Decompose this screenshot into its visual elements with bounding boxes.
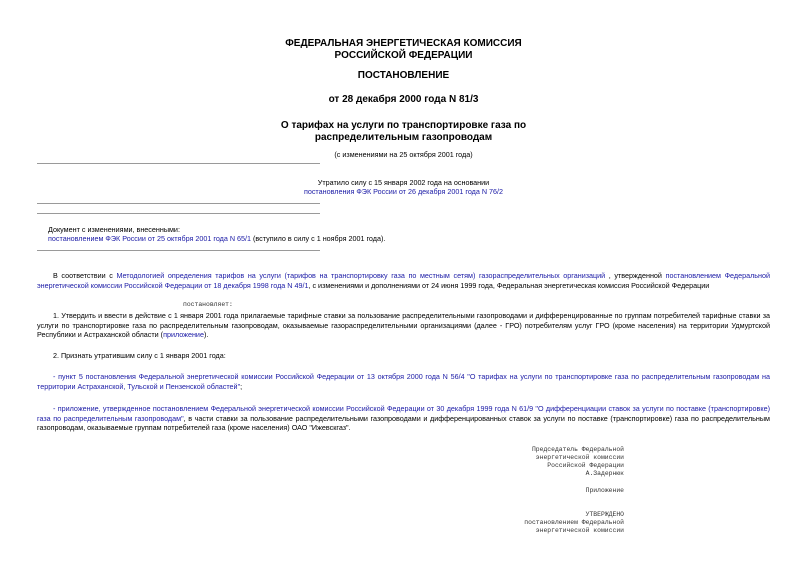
bullet-1-paragraph — [37, 372, 770, 391]
bullet-2-tail: , в части ставки за пользование распределительными газопроводами и дифференцированных ставок за услуги по поставке (транспортировке) газа по распределительным газопроводам, оказываемые группам потребителей газа (кроме населения) ОАО "Ижевскгаз". — [37, 413, 770, 432]
changes-line1: Документ с изменениями, внесенными: — [48, 225, 180, 234]
approved-line: постановлением Федеральной — [524, 519, 624, 526]
bullet-1-tail: ; — [240, 381, 243, 391]
item-1-tail: ). — [203, 330, 209, 339]
title-line2: распределительным газопроводам — [314, 132, 493, 143]
preamble-text: , с изменениями и дополнениями от 24 июня 1999 года, Федеральная энергетическая комиссия Российской Федерации — [308, 280, 710, 290]
org-name-line1: ФЕДЕРАЛЬНАЯ ЭНЕРГЕТИЧЕСКАЯ КОМИССИЯ — [285, 38, 522, 49]
item-2-paragraph: 2. Признать утратившим силу с 1 января 2001 года: — [53, 351, 226, 360]
doc-date: от 28 декабря 2000 года N 81/3 — [328, 94, 479, 105]
changes-link[interactable]: постановлением ФЭК России от 25 октября 2001 года N 65/1 — [48, 234, 252, 243]
resolution-56-4-link[interactable]: - пункт 5 постановления Федеральной энергетической комиссии Российской Федерации от 13 октября 2000 года N 56/4 "О тарифах на услуги по транспортировке газа по распределительным газопроводам на территории Астраханской, Тульской и Пензенской областей" — [37, 372, 770, 391]
amendments-note: (с изменениями на 25 октября 2001 года) — [334, 150, 473, 159]
validity-link[interactable]: постановления ФЭК России от 26 декабря 2001 года N 76/2 — [303, 187, 504, 196]
signature-signer: А.Задернюк — [585, 470, 624, 477]
signature-line: энергетической комиссии — [535, 454, 624, 461]
validity-block — [130, 178, 677, 196]
changes-block — [48, 225, 448, 243]
item-1-text: 1. Утвердить и ввести в действие с 1 января 2001 года прилагаемые тарифные ставки за пользование распределительными газопроводами и дифференцированные по группам потребителей тарифные ставки за услуги по транспортировке газа по распределительным газопроводам, оказываемые газораспределительными организациями (далее - ГРО) потребителям услуг ГРО (кроме населения) на территории Удмуртской Республики и Астраханской области ( — [37, 311, 770, 339]
doc-type: ПОСТАНОВЛЕНИЕ — [357, 70, 450, 81]
preamble-text: В соответствии с — [53, 271, 117, 280]
signature-line: Председатель Федеральной — [531, 446, 624, 453]
bullet-2-paragraph — [37, 404, 770, 433]
resolves-label: постановляет: — [183, 301, 233, 308]
resolution-49-1-link[interactable]: постановлением Федеральной энергетической комиссии Российской Федерации от 18 декабря 1998 года N 49/1 — [37, 271, 771, 290]
signature-line: Российской Федерации — [547, 462, 624, 469]
divider — [37, 163, 320, 164]
approved-line: энергетической комиссии — [535, 527, 624, 534]
title-line1: О тарифах на услуги по транспортировке газа по — [280, 120, 527, 131]
resolution-61-9-link[interactable]: - приложение, утвержденное постановлением Федеральной энергетической комиссии Российской Федерации от 30 декабря 1999 года N 61/9 "О дифференциации ставок за услуги по поставке (транспортировке) газа по распределительным газопроводам" — [37, 404, 770, 423]
divider — [37, 213, 320, 214]
approved-block — [524, 511, 624, 535]
methodology-link[interactable]: Методологией определения тарифов на услуги (тарифов на транспортировку газа по местным сетям) газораспределительных организаций — [116, 271, 606, 280]
changes-tail: (вступило в силу с 1 ноября 2001 года). — [251, 234, 386, 243]
validity-line1: Утратило силу с 15 января 2002 года на основании — [317, 178, 490, 187]
appendix-link[interactable]: приложение — [163, 330, 204, 339]
preamble-paragraph — [37, 271, 770, 290]
item-1-paragraph — [37, 311, 770, 340]
signature-block — [532, 446, 624, 478]
divider — [37, 203, 320, 204]
preamble-text: , утвержденной — [605, 271, 666, 280]
document-header — [130, 38, 677, 62]
org-name-line2: РОССИЙСКОЙ ФЕДЕРАЦИИ — [334, 50, 473, 61]
divider — [37, 250, 320, 251]
appendix-label: Приложение — [585, 487, 624, 494]
approved-line: УТВЕРЖДЕНО — [585, 511, 624, 518]
document-title — [130, 120, 677, 144]
